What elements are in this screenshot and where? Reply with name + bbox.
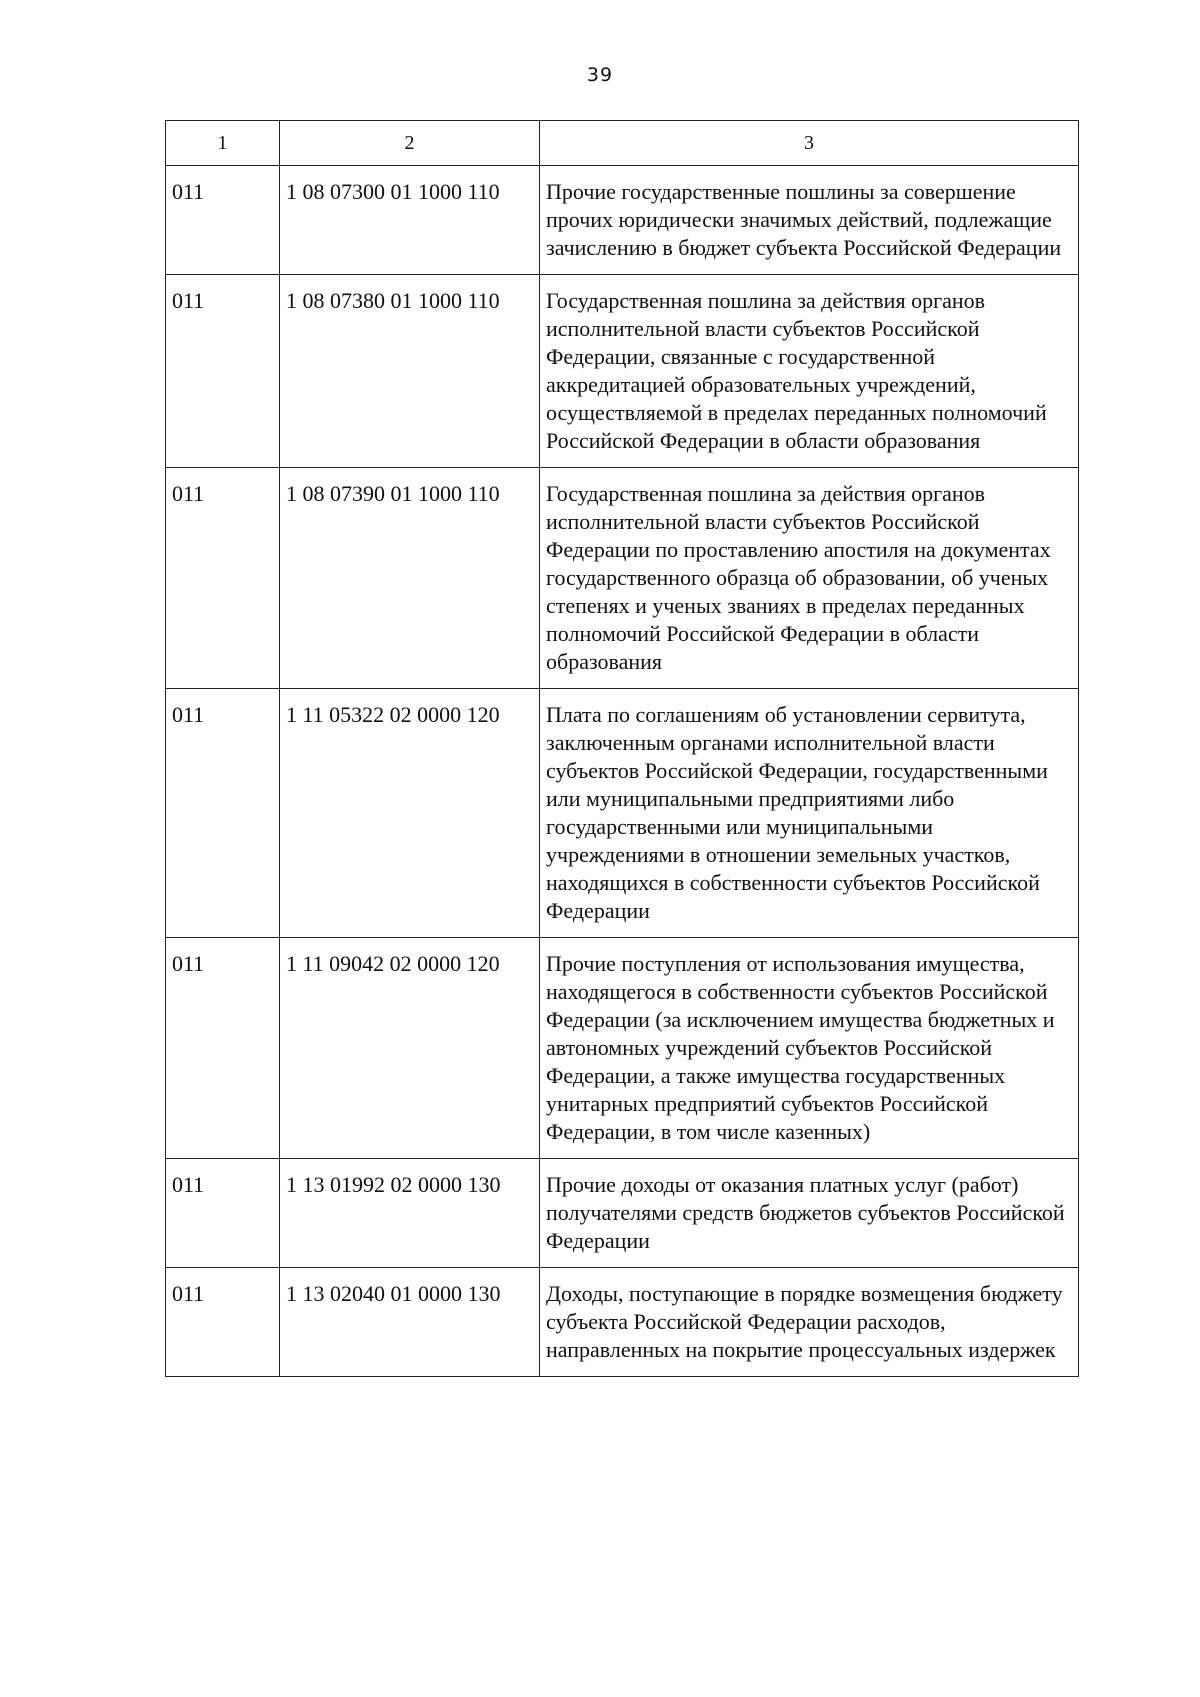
description-cell: Прочие государственные пошлины за совершение прочих юридически значимых действий, подлежащие зачислению в бюджет субъекта Российской Федерации — [540, 166, 1079, 275]
admin-code-cell: 011 — [166, 468, 280, 689]
description-cell: Прочие доходы от оказания платных услуг (работ) получателями средств бюджетов субъектов Российской Федерации — [540, 1159, 1079, 1268]
admin-code-cell: 011 — [166, 166, 280, 275]
revenue-code-cell: 1 08 07380 01 1000 110 — [280, 275, 540, 468]
column-header-3: 3 — [540, 121, 1079, 166]
table-row — [166, 689, 1079, 938]
admin-code-cell: 011 — [166, 1159, 280, 1268]
description-cell: Государственная пошлина за действия органов исполнительной власти субъектов Российской Федерации, связанные с государственной аккредитацией образовательных учреждений, осуществляемой в пределах переданных полномочий Российской Федерации в области образования — [540, 275, 1079, 468]
table-row — [166, 166, 1079, 275]
admin-code-cell: 011 — [166, 275, 280, 468]
column-header-2: 2 — [280, 121, 540, 166]
admin-code-cell: 011 — [166, 689, 280, 938]
table-header-row — [166, 121, 1079, 166]
admin-code-cell: 011 — [166, 1268, 280, 1377]
table-row — [166, 938, 1079, 1159]
table-row — [166, 468, 1079, 689]
revenue-code-cell: 1 11 05322 02 0000 120 — [280, 689, 540, 938]
revenue-code-cell: 1 13 01992 02 0000 130 — [280, 1159, 540, 1268]
description-cell: Государственная пошлина за действия органов исполнительной власти субъектов Российской Федерации по проставлению апостиля на документах государственного образца об образовании, об ученых степенях и ученых званиях в пределах переданных полномочий Российской Федерации в области образования — [540, 468, 1079, 689]
description-cell: Прочие поступления от использования имущества, находящегося в собственности субъектов Российской Федерации (за исключением имущества бюджетных и автономных учреждений субъектов Российской Федерации, а также имущества государственных унитарных предприятий субъектов Российской Федерации, в том числе казенных) — [540, 938, 1079, 1159]
admin-code-cell: 011 — [166, 938, 280, 1159]
description-cell: Плата по соглашениям об установлении сервитута, заключенным органами исполнительной власти субъектов Российской Федерации, государственными или муниципальными предприятиями либо государственными или муниципальными учреждениями в отношении земельных участков, находящихся в собственности субъектов Российской Федерации — [540, 689, 1079, 938]
table-row — [166, 1268, 1079, 1377]
description-cell: Доходы, поступающие в порядке возмещения бюджету субъекта Российской Федерации расходов, направленных на покрытие процессуальных издержек — [540, 1268, 1079, 1377]
revenue-code-cell: 1 08 07390 01 1000 110 — [280, 468, 540, 689]
revenue-code-cell: 1 13 02040 01 0000 130 — [280, 1268, 540, 1377]
revenue-code-cell: 1 11 09042 02 0000 120 — [280, 938, 540, 1159]
revenue-code-cell: 1 08 07300 01 1000 110 — [280, 166, 540, 275]
table-row — [166, 275, 1079, 468]
revenue-codes-table — [165, 120, 1079, 1377]
table-row — [166, 1159, 1079, 1268]
page-number: 39 — [586, 64, 614, 86]
column-header-1: 1 — [166, 121, 280, 166]
